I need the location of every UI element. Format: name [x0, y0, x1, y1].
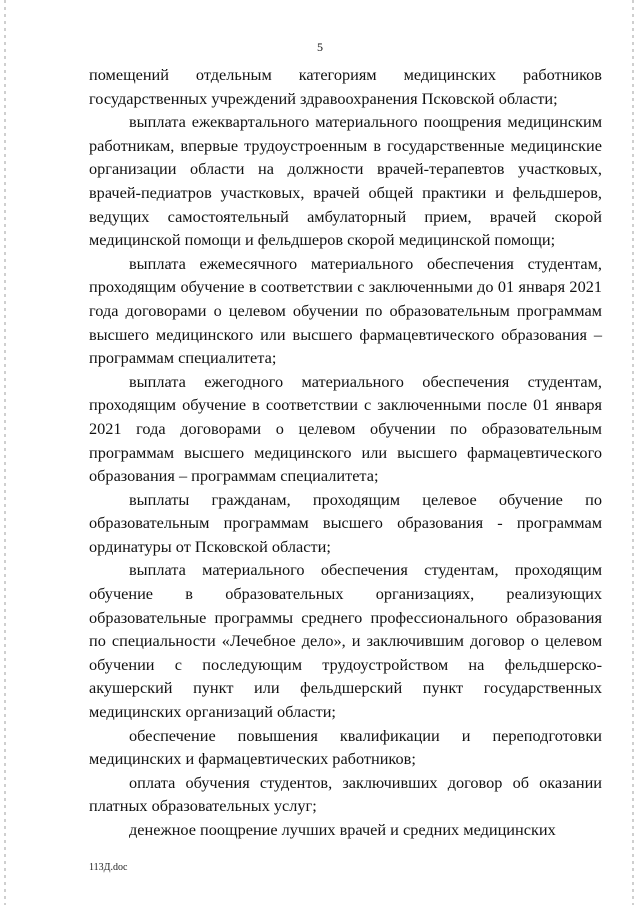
page-number: 5	[317, 40, 323, 54]
scan-right-edge	[632, 0, 634, 905]
paragraph-quarterly-incentive: выплата ежеквартального материального поощрения медицинским работникам, впервые трудоустроенным в государственные медицинские организации области на должности врачей-терапевтов участковых, врачей-педиатров участковых, врачей общей практики и фельдшеров, ведущих самостоятельный амбулаторный прием, врачей скорой медицинской помощи и фельдшеров скорой медицинской помощи;	[89, 112, 602, 250]
paragraph-best-doctors-reward: денежное поощрение лучших врачей и средних медицинских	[129, 820, 556, 839]
paragraph-continuation: помещений отдельным категориям медицинских работников государственных учреждений здравоохранения Псковской области;	[89, 65, 602, 108]
paragraph-paid-education: оплата обучения студентов, заключивших договор об оказании платных образовательных услуг;	[89, 772, 602, 816]
paragraph-monthly-student-support: выплата ежемесячного материального обеспечения студентам, проходящим обучение в соответствии с заключенными до 01 января 2021 года договорами о целевом обучении по образовательным программам высшего медицинского или высшего фармацевтического образования – программам специалитета;	[89, 253, 602, 368]
paragraph-annual-student-support: выплата ежегодного материального обеспечения студентам, проходящим обучение в соответствии с заключенными после 01 января 2021 года договорами о целевом обучении по образовательным программам высшего медицинского или высшего фармацевтического образования – программам специалитета;	[89, 371, 602, 486]
footer-filename: 113Д.doc	[89, 862, 128, 873]
scan-left-edge	[4, 0, 6, 905]
paragraph-vocational-student-support: выплата материального обеспечения студентам, проходящим обучение в образовательных организациях, реализующих образовательные программы среднего профессионального образования по специальности «Лечебное дело», и заключившим договор о целевом обучении с последующим трудоустройством на фельдшерско-акушерский пункт или фельдшерский пункт государственных медицинских организаций области;	[89, 560, 602, 722]
document-body	[89, 63, 602, 842]
paragraph-qualification-training: обеспечение повышения квалификации и переподготовки медицинских и фармацевтических работников;	[89, 725, 602, 769]
paragraph-residency-payments: выплаты гражданам, проходящим целевое обучение по образовательным программам высшего образования - программам ординатуры от Псковской области;	[89, 489, 602, 556]
